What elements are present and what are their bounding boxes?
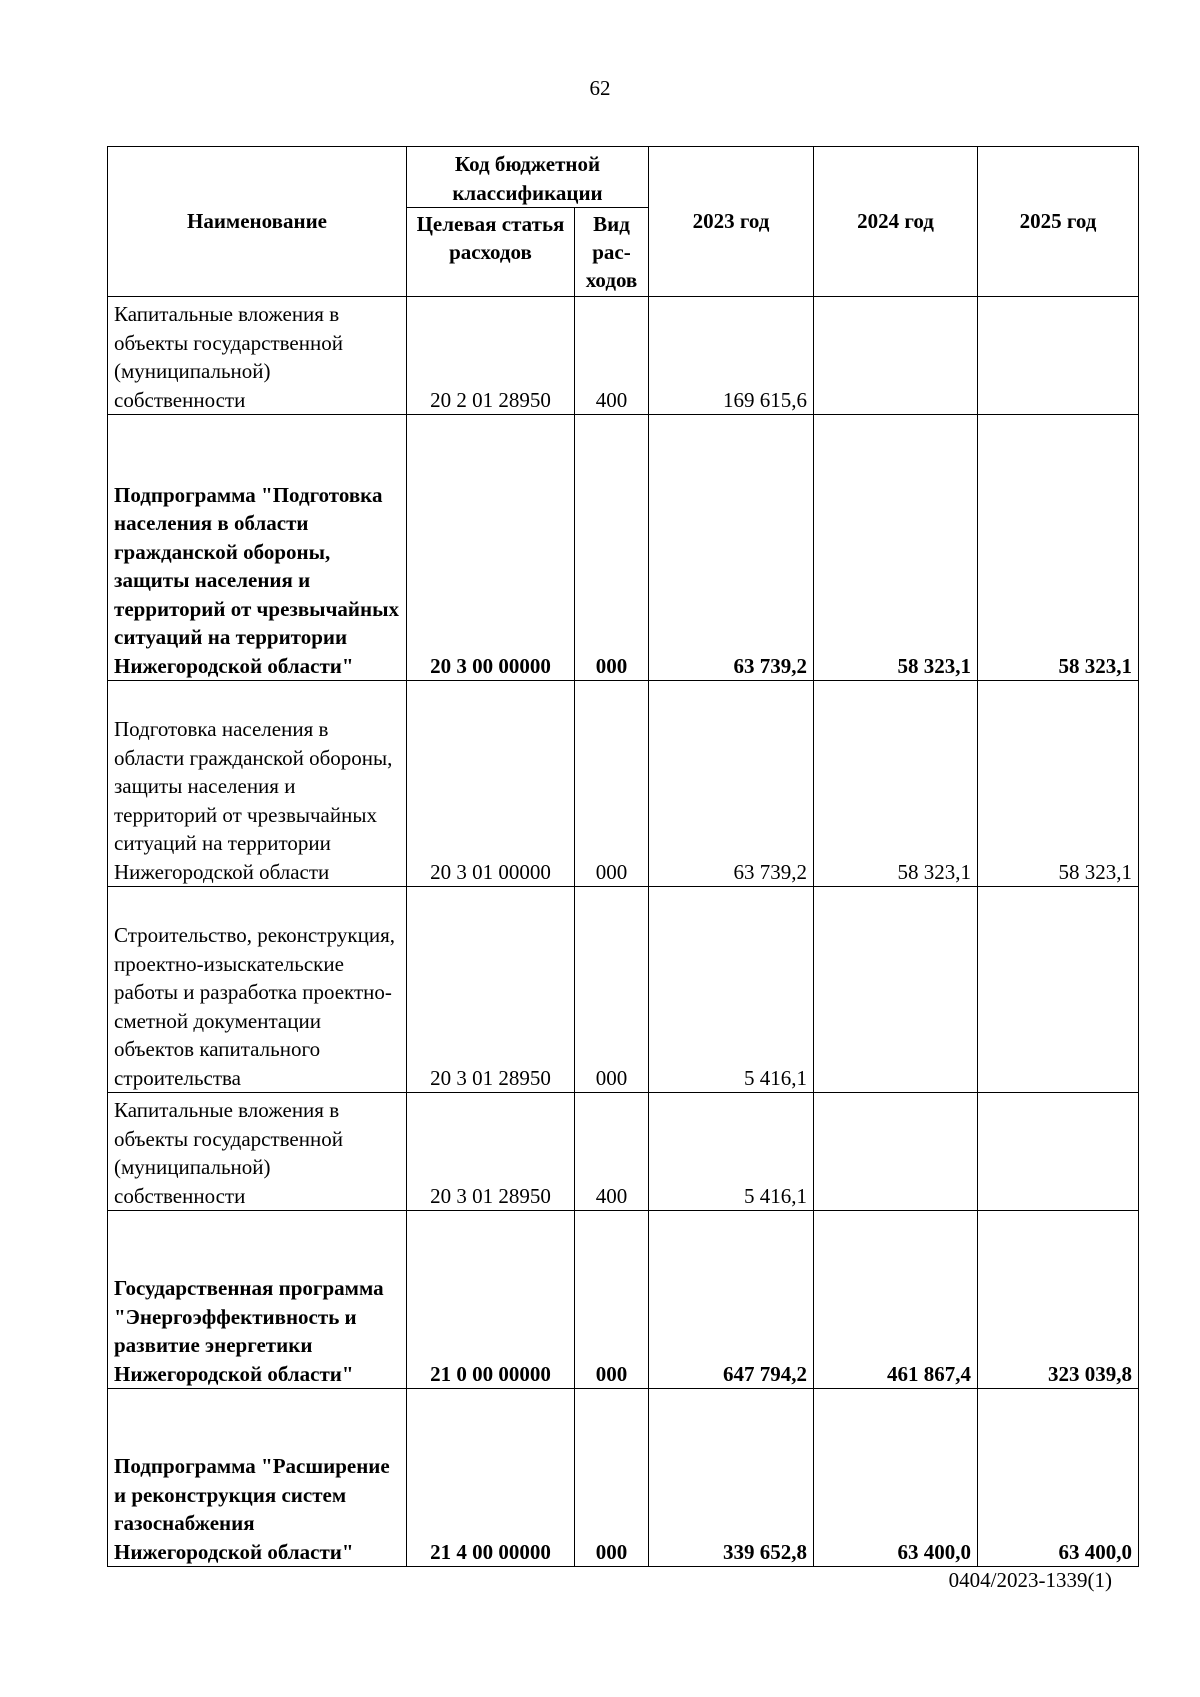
row-expense-type: 000 [575,1211,649,1389]
row-amount-2023: 63 739,2 [649,415,814,681]
row-target-article: 20 3 01 28950 [407,887,575,1093]
header-year-2025: 2025 год [978,147,1139,297]
row-name: Капитальные вложения в объекты государственной (муниципальной) собственности [108,297,407,415]
table-header [108,147,1139,297]
row-amount-2025: 323 039,8 [978,1211,1139,1389]
row-name: Подпрограмма "Подготовка населения в области гражданской обороны, защиты населения и территорий от чрезвычайных ситуаций на территории Нижегородской области" [108,415,407,681]
row-expense-type: 000 [575,887,649,1093]
header-year-2024: 2024 год [814,147,978,297]
page-number: 62 [589,76,611,100]
row-expense-type: 000 [575,415,649,681]
row-amount-2024: 58 323,1 [814,681,978,887]
row-amount-2025: 58 323,1 [978,415,1139,681]
row-name: Подпрограмма "Расширение и реконструкция систем газоснабжения Нижегородской области" [108,1389,407,1567]
table-row [108,297,1139,415]
row-target-article: 20 3 00 00000 [407,415,575,681]
table-body [108,297,1139,1567]
row-amount-2025: 63 400,0 [978,1389,1139,1567]
row-amount-2023: 169 615,6 [649,297,814,415]
row-amount-2024 [814,1093,978,1211]
row-amount-2025 [978,297,1139,415]
row-amount-2025 [978,887,1139,1093]
row-expense-type: 400 [575,297,649,415]
row-amount-2023: 5 416,1 [649,887,814,1093]
table-row [108,415,1139,681]
row-target-article: 21 4 00 00000 [407,1389,575,1567]
row-name: Строительство, реконструкция, проектно-изыскательские работы и разработка проектно-сметной документации объектов капитального строительства [108,887,407,1093]
row-amount-2023: 63 739,2 [649,681,814,887]
row-amount-2023: 339 652,8 [649,1389,814,1567]
table-row [108,887,1139,1093]
row-amount-2024: 63 400,0 [814,1389,978,1567]
row-target-article: 20 3 01 28950 [407,1093,575,1211]
row-target-article: 20 3 01 00000 [407,681,575,887]
header-year-2023: 2023 год [649,147,814,297]
budget-table [107,146,1139,1567]
row-amount-2025 [978,1093,1139,1211]
document-number: 0404/2023-1339(1) [948,1568,1112,1592]
header-expense-type: Вид рас-ходов [575,208,649,297]
row-expense-type: 000 [575,1389,649,1567]
row-name: Государственная программа "Энергоэффективность и развитие энергетики Нижегородской области" [108,1211,407,1389]
row-expense-type: 400 [575,1093,649,1211]
header-code-group: Код бюджетной классификации [407,147,649,208]
row-expense-type: 000 [575,681,649,887]
row-amount-2024 [814,887,978,1093]
table-row [108,1211,1139,1389]
row-amount-2023: 5 416,1 [649,1093,814,1211]
row-name: Капитальные вложения в объекты государственной (муниципальной) собственности [108,1093,407,1211]
row-amount-2023: 647 794,2 [649,1211,814,1389]
row-name: Подготовка населения в области гражданской обороны, защиты населения и территорий от чрезвычайных ситуаций на территории Нижегородской области [108,681,407,887]
row-amount-2024: 461 867,4 [814,1211,978,1389]
row-target-article: 21 0 00 00000 [407,1211,575,1389]
row-amount-2024: 58 323,1 [814,415,978,681]
row-amount-2024 [814,297,978,415]
row-amount-2025: 58 323,1 [978,681,1139,887]
header-target-article: Целевая статья расходов [407,208,575,297]
row-target-article: 20 2 01 28950 [407,297,575,415]
table-row [108,1093,1139,1211]
table-row [108,1389,1139,1567]
header-name: Наименование [108,147,407,297]
table-row [108,681,1139,887]
